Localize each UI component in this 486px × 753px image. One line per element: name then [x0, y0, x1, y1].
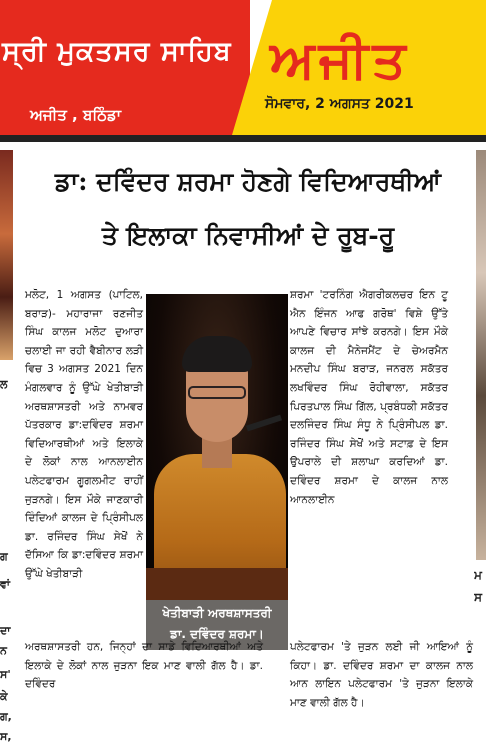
- photo-podium: [146, 568, 288, 600]
- adjacent-text-fragment: ਕੇ: [0, 690, 8, 703]
- edition-place: ਅਜੀਤ , ਬਠਿੰਡਾ: [30, 106, 122, 124]
- speaker-photo: [146, 294, 288, 600]
- adjacent-text-fragment: ਨ: [0, 644, 7, 657]
- adjacent-text-fragment: ਗ,: [0, 710, 12, 723]
- adjacent-text-fragment: ਮ: [474, 568, 482, 582]
- newspaper-logo: ਅਜੀਤ: [270, 30, 410, 90]
- adjacent-article-right: [474, 150, 486, 753]
- caption-line-2: ਡਾ. ਦਵਿੰਦਰ ਸ਼ਰਮਾ।: [170, 627, 264, 641]
- article-bottom-left: ਅਰਥਸ਼ਾਸਤਰੀ ਹਨ, ਜਿਨ੍ਹਾਂ ਦਾ ਸਾਡੇ ਵਿਦਿਆਰਥੀਆਂ ਅਤੇ ਇਲਾਕੇ ਦੇ ਲੋਕਾਂ ਨਾਲ ਜੁੜਨਾ ਇਕ ਮਾਣ ਵਾਲੀ ਗੱਲ ਹੈ। ਡਾ. ਦਵਿੰਦਰ: [25, 641, 263, 691]
- photo-hair: [182, 336, 252, 372]
- edition-title: ਸ੍ਰੀ ਮੁਕਤਸਰ ਸਾਹਿਬ: [2, 36, 232, 67]
- adjacent-text-fragment: ਗ: [0, 550, 8, 563]
- adjacent-text-fragment: ਸ,: [0, 730, 12, 743]
- headline-line-1: ਡਾ: ਦਵਿੰਦਰ ਸ਼ਰਮਾ ਹੋਣਗੇ ਵਿਦਿਆਰਥੀਆਂ: [54, 167, 442, 196]
- adjacent-photo-right: [476, 150, 486, 560]
- adjacent-photo-left: [0, 150, 13, 360]
- article-bottom-right: ਪਲੇਟਫਾਰਮ 'ਤੇ ਜੁੜਨ ਲਈ ਜੀ ਆਇਆਂ ਨੂੰ ਕਿਹਾ। ਡਾ. ਦਵਿੰਦਰ ਸ਼ਰਮਾ ਦਾ ਕਾਲਜ ਨਾਲ ਆਨ ਲਾਇਨ ਪਲੇਟਫਾਰਮ 'ਤੇ ਜੁੜਨਾ ਇਲਾਕੇ ਮਾਣ ਵਾਲੀ ਗੱਲ ਹੈ।: [290, 641, 473, 709]
- issue-date: ਸੋਮਵਾਰ, 2 ਅਗਸਤ 2021: [265, 96, 414, 112]
- adjacent-text-fragment: ਸ': [0, 668, 11, 681]
- adjacent-text-fragment: ਸ: [474, 590, 482, 604]
- article-column-right: ਸ਼ਰਮਾ 'ਟਰਨਿੰਗ ਐਗਰੀਕਲਚਰ ਇਨ ਟੂ ਐਨ ਇੰਜਨ ਆਫ ਗਰੋਥ' ਵਿਸ਼ੇ ਉੱਤੇ ਆਪਣੇ ਵਿਚਾਰ ਸਾਂਝੇ ਕਰਨਗੇ। ਇਸ ਮੌਕੇ ਕਾਲਜ ਦੀ ਮੈਨੇਜਮੈਂਟ ਦੇ ਚੇਅਰਮੈਨ ਮਨਦੀਪ ਸਿੰਘ ਬਰਾੜ, ਜਨਰਲ ਸਕੱਤਰ ਲਖਵਿੰਦਰ ਸਿੰਘ ਰੋਹੀਵਾਲਾ, ਸਕੱਤਰ ਪਿਰਤਪਾਲ ਸਿੰਘ ਗਿੱਲ, ਪ੍ਰਬੰਧਕੀ ਸਕੱਤਰ ਦਲਜਿੰਦਰ ਸਿੰਘ ਸੰਧੂ ਨੇ ਪ੍ਰਿੰਸੀਪਲ ਡਾ. ਰਜਿੰਦਰ ਸਿੰਘ ਸੇਖੋਂ ਅਤੇ ਸਟਾਫ਼ ਦੇ ਇਸ ਉਪਰਾਲੇ ਦੀ ਸ਼ਲਾਘਾ ਕਰਦਿਆਂ ਡਾ. ਦਵਿੰਦਰ ਸ਼ਰਮਾ ਦੇ ਕਾਲਜ ਨਾਲ ਆਨਲਾਈਨ: [290, 289, 448, 506]
- article-headline: [30, 155, 466, 263]
- masthead: [0, 0, 486, 142]
- adjacent-text-fragment: ਲ: [0, 378, 8, 391]
- photo-glasses: [188, 386, 246, 399]
- adjacent-article-left: [0, 150, 15, 753]
- caption-line-1: ਖੇਤੀਬਾੜੀ ਅਰਥਸ਼ਾਸਤਰੀ: [162, 606, 272, 620]
- masthead-rule: [0, 135, 486, 142]
- adjacent-text-fragment: ਦਾ: [0, 624, 11, 637]
- article-column-left: ਮਲੋਟ, 1 ਅਗਸਤ (ਪਾਟਿਲ, ਬਰਾੜ)- ਮਹਾਰਾਜਾ ਰਣਜੀਤ ਸਿੰਘ ਕਾਲਜ ਮਲੋਟ ਦੁਆਰਾ ਚਲਾਈ ਜਾ ਰਹੀ ਵੈਬੀਨਾਰ ਲੜੀ ਵਿਚ 3 ਅਗਸਤ 2021 ਦਿਨ ਮੰਗਲਵਾਰ ਨੂੰ ਉੱਘੇ ਖੇਤੀਬਾੜੀ ਅਰਥਸ਼ਾਸਤਰੀ ਅਤੇ ਨਾਮਵਰ ਪੱਤਰਕਾਰ ਡਾ:ਦਵਿੰਦਰ ਸ਼ਰਮਾ ਵਿਦਿਆਰਥੀਆਂ ਅਤੇ ਇਲਾਕੇ ਦੇ ਲੋਕਾਂ ਨਾਲ ਆਨਲਾਈਨ ਪਲੇਟਫਾਰਮ ਗੂਗਲਮੀਟ ਰਾਹੀਂ ਜੁੜਨਗੇ। ਇਸ ਮੌਕੇ ਜਾਣਕਾਰੀ ਦਿੰਦਿਆਂ ਕਾਲਜ ਦੇ ਪ੍ਰਿੰਸੀਪਲ ਡਾ. ਰਜਿੰਦਰ ਸਿੰਘ ਸੇਖੋਂ ਨੇ ਦੱਸਿਆ ਕਿ ਡਾ:ਦਵਿੰਦਰ ਸ਼ਰਮਾ ਉੱਘੇ ਖੇਤੀਬਾੜੀ: [25, 289, 143, 580]
- headline-line-2: ਤੇ ਇਲਾਕਾ ਨਿਵਾਸੀਆਂ ਦੇ ਰੂਬ-ਰੂ: [101, 221, 395, 250]
- adjacent-text-fragment: ਵਾਂ: [0, 578, 10, 591]
